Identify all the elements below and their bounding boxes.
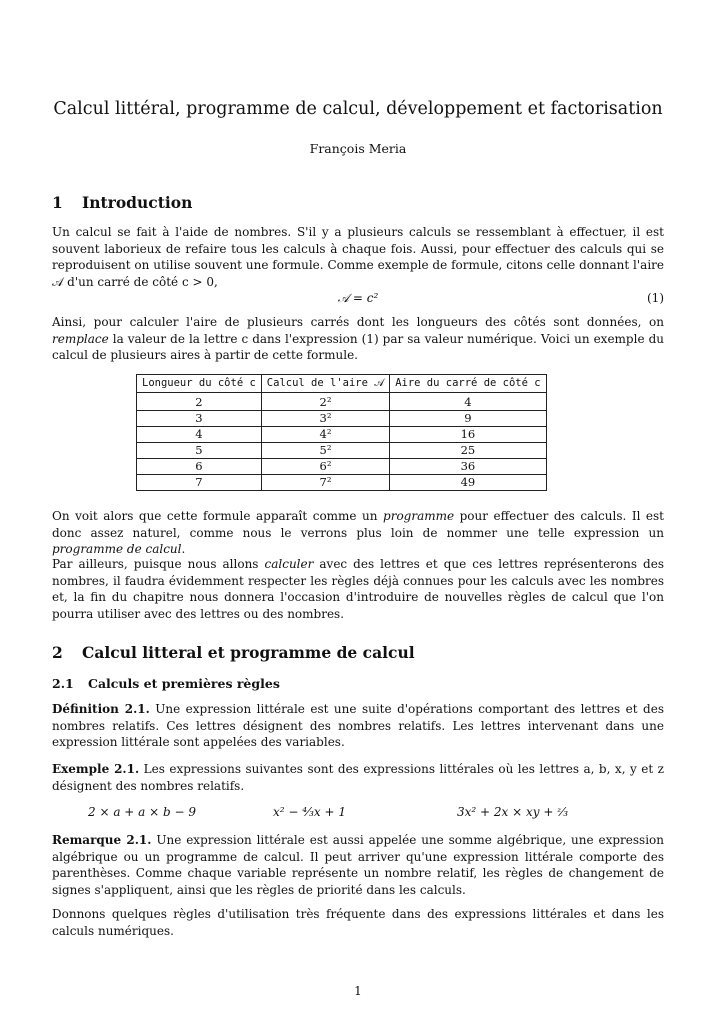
section-number: 1 [52,193,63,212]
section-title: Introduction [82,193,193,212]
text-run: Ainsi, pour calculer l'aire de plusieurs carrés dont les longueurs des côtés sont données, on [52,315,664,329]
table-row [137,393,547,411]
table-header-row [137,375,547,393]
table-row [137,459,547,475]
table-cell: 7² [261,475,389,491]
expression: 2 × a + a × b − 9 [88,805,196,819]
table-cell: 2² [261,393,389,411]
table-header: Longueur du côté c [137,375,262,393]
table-cell: 36 [390,459,546,475]
example-text: Les expressions suivantes sont des expressions littérales où les lettres a, b, x, y et z désignent des nombres relatifs. [52,762,665,793]
expression: x² − ⁴⁄₃x + 1 [273,805,346,819]
example-label: Exemple 2.1. [52,762,140,776]
table-cell: 7 [137,475,262,491]
section-title: Calcul litteral et programme de calcul [82,643,415,662]
table-header: Calcul de l'aire 𝒜 [261,375,389,393]
final-paragraph: Donnons quelques règles d'utilisation très fréquente dans des expressions littérales et dans les calculs numériques. [52,907,664,938]
subsection-title: Calculs et premières règles [88,676,280,691]
table-cell: 5 [137,443,262,459]
document-author: François Meria [309,141,407,156]
example-expressions [52,804,664,824]
expression: 3x² + 2x × xy + ᶻ⁄₃ [457,805,569,819]
text-run: On voit alors que cette formule apparaît comme un [52,509,384,523]
section-number: 2 [52,643,63,662]
table-cell: 6² [261,459,389,475]
definition-2-1 [52,701,664,751]
table-row [137,443,547,459]
remark-2-1 [52,832,664,898]
table-cell: 3 [137,411,262,427]
table-row [137,427,547,443]
definition-text: Une expression littérale est une suite d'opérations comportant des lettres et des nombres relatifs. Ces lettres désignent des nombres relatifs. Les lettres intervenant dans une expression littérale sont appelées des variables. [52,702,664,749]
example-2-1 [52,761,664,794]
emphasis-text: remplace [52,331,109,346]
emphasis-text: programme de calcul [52,542,182,556]
paragraph-programme [52,508,664,558]
table-cell: 16 [390,427,546,443]
table-row [137,411,547,427]
table-cell: 4² [261,427,389,443]
table-cell: 25 [390,443,546,459]
remark-text: Une expression littérale est aussi appelée une somme algébrique, une expression algébrique ou un programme de calcul. Il peut arriver qu'une expression littérale comporte des parenthèses. Comme chaque variable représente un nombre relatif, les règles de changement de signes s'appliquent, ainsi que les règles de priorité dans les calculs. [52,833,664,897]
table-row [137,475,547,491]
paragraph-remplace [52,314,664,364]
table-cell: 2 [137,393,262,411]
table-cell: 5² [261,443,389,459]
emphasis-text: programme [383,509,455,523]
section-1-heading [52,193,192,213]
text-run: avec des lettres et que ces lettres représenterons des nombres, il faudra évidemment respecter les règles déjà connues pour les calculs avec les nombres et, la fin du chapitre nous donnera l'occasion d'introduire de nouvelles règles de calcul que l'on pourra utiliser avec des lettres ou des nombres. [52,557,665,621]
table-cell: 3² [261,411,389,427]
paragraph-calculer [52,556,664,622]
table-cell: 4 [390,393,546,411]
text-run: la valeur de la lettre c dans l'expression (1) par sa valeur numérique. Voici un exemple du calcul de plusieurs aires à partir de cette formule. [52,331,664,362]
area-table [136,374,547,491]
text-run: Par ailleurs, puisque nous allons [52,557,265,571]
document-title: Calcul littéral, programme de calcul, développement et factorisation [53,99,663,119]
table-header: Aire du carré de côté c [390,375,546,393]
page-number: 1 [354,984,362,998]
section-2-heading [52,643,415,663]
table-cell: 9 [390,411,546,427]
text-run: pour effectuer des calculs. Il est donc assez naturel, comme nous le verrons plus loin de nommer une telle expression un [52,509,665,540]
equation-formula: 𝒜 = c² [337,291,379,305]
equation-tag: (1) [647,291,664,305]
definition-label: Définition 2.1. [52,702,150,716]
text-run: . [181,542,186,556]
table-cell: 6 [137,459,262,475]
emphasis-text: calculer [264,557,314,571]
intro-paragraph: Un calcul se fait à l'aide de nombres. S'il y a plusieurs calculs se ressemblant à effectuer, il est souvent laborieux de refaire tous les calculs à chaque fois. Aussi, pour effectuer des calculs qui se reproduisent on utilise souvent une formule. Comme exemple de formule, citons celle donnant l'aire 𝒜 d'un carré de côté c > 0, [52,225,664,289]
remark-label: Remarque 2.1. [52,833,152,847]
table-cell: 4 [137,427,262,443]
subsection-number: 2.1 [52,676,74,691]
equation-1 [52,290,664,308]
subsection-2-1-heading [52,676,280,692]
table-cell: 49 [390,475,546,491]
